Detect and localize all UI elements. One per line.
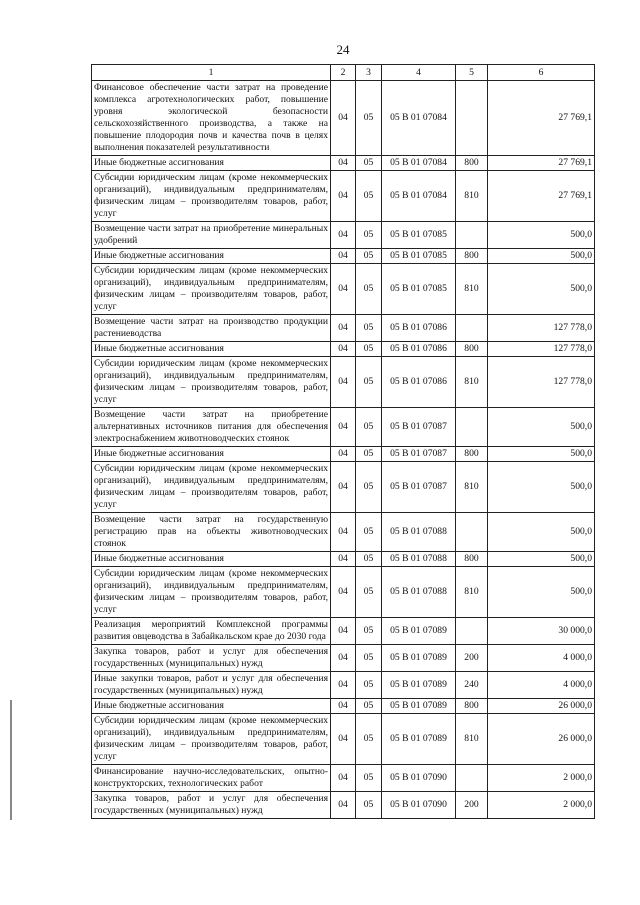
row-section: 04 [331, 765, 356, 792]
row-amount: 27 769,1 [488, 171, 595, 222]
row-description: Реализация мероприятий Комплексной программы развития овцеводства в Забайкальском крае до 2030 года [92, 618, 331, 645]
table-row [92, 171, 595, 222]
row-target-code: 05 В 01 07089 [382, 699, 456, 714]
row-section: 04 [331, 645, 356, 672]
row-section: 04 [331, 567, 356, 618]
row-target-code: 05 В 01 07085 [382, 264, 456, 315]
table-row [92, 513, 595, 552]
table-row [92, 357, 595, 408]
table-row [92, 552, 595, 567]
table-row [92, 618, 595, 645]
row-description: Иные бюджетные ассигнования [92, 249, 331, 264]
row-subsection: 05 [356, 618, 382, 645]
row-subsection: 05 [356, 264, 382, 315]
row-expense-type: 800 [456, 156, 488, 171]
budget-table [91, 64, 595, 819]
row-description: Закупка товаров, работ и услуг для обеспечения государственных (муниципальных) нужд [92, 792, 331, 819]
table-body [92, 81, 595, 819]
row-description: Иные бюджетные ассигнования [92, 342, 331, 357]
row-expense-type: 810 [456, 357, 488, 408]
row-target-code: 05 В 01 07085 [382, 222, 456, 249]
row-description: Субсидии юридическим лицам (кроме некоммерческих организаций), индивидуальным предпринимателям, физическим лицам – производителям товаров, работ, услуг [92, 462, 331, 513]
row-expense-type: 800 [456, 699, 488, 714]
row-description: Иные бюджетные ассигнования [92, 552, 331, 567]
row-target-code: 05 В 01 07090 [382, 792, 456, 819]
table-row [92, 672, 595, 699]
row-target-code: 05 В 01 07086 [382, 342, 456, 357]
row-subsection: 05 [356, 765, 382, 792]
row-section: 04 [331, 315, 356, 342]
row-amount: 26 000,0 [488, 714, 595, 765]
row-section: 04 [331, 672, 356, 699]
row-section: 04 [331, 618, 356, 645]
row-section: 04 [331, 792, 356, 819]
row-subsection: 05 [356, 462, 382, 513]
row-subsection: 05 [356, 567, 382, 618]
row-target-code: 05 В 01 07086 [382, 357, 456, 408]
row-expense-type: 810 [456, 567, 488, 618]
row-expense-type: 240 [456, 672, 488, 699]
row-section: 04 [331, 447, 356, 462]
row-target-code: 05 В 01 07090 [382, 765, 456, 792]
row-target-code: 05 В 01 07086 [382, 315, 456, 342]
row-subsection: 05 [356, 792, 382, 819]
table-row [92, 81, 595, 156]
header-col-4: 4 [382, 65, 456, 81]
row-amount: 4 000,0 [488, 645, 595, 672]
row-subsection: 05 [356, 645, 382, 672]
table-row [92, 408, 595, 447]
row-target-code: 05 В 01 07085 [382, 249, 456, 264]
row-section: 04 [331, 408, 356, 447]
row-section: 04 [331, 552, 356, 567]
row-amount: 500,0 [488, 462, 595, 513]
row-target-code: 05 В 01 07088 [382, 567, 456, 618]
row-subsection: 05 [356, 342, 382, 357]
row-description: Иные бюджетные ассигнования [92, 156, 331, 171]
row-expense-type [456, 513, 488, 552]
row-subsection: 05 [356, 357, 382, 408]
row-amount: 27 769,1 [488, 156, 595, 171]
row-amount: 500,0 [488, 567, 595, 618]
row-section: 04 [331, 171, 356, 222]
row-section: 04 [331, 714, 356, 765]
row-description: Финансовое обеспечение части затрат на проведение комплекса агротехнологических работ, повышение уровня экологической безопасности сельскохозяйственного производства, а также на повышение плодородия почв и качества почв в целях выполнения показателей результативности [92, 81, 331, 156]
table-row [92, 249, 595, 264]
row-target-code: 05 В 01 07088 [382, 552, 456, 567]
row-description: Закупка товаров, работ и услуг для обеспечения государственных (муниципальных) нужд [92, 645, 331, 672]
row-target-code: 05 В 01 07084 [382, 81, 456, 156]
row-expense-type: 800 [456, 447, 488, 462]
row-description: Иные закупки товаров, работ и услуг для обеспечения государственных (муниципальных) нужд [92, 672, 331, 699]
row-description: Субсидии юридическим лицам (кроме некоммерческих организаций), индивидуальным предпринимателям, физическим лицам – производителям товаров, работ, услуг [92, 171, 331, 222]
row-amount: 500,0 [488, 447, 595, 462]
row-subsection: 05 [356, 408, 382, 447]
header-col-5: 5 [456, 65, 488, 81]
row-expense-type: 800 [456, 552, 488, 567]
row-amount: 500,0 [488, 408, 595, 447]
row-description: Возмещение части затрат на государственную регистрацию прав на объекты животноводческих стоянок [92, 513, 331, 552]
row-expense-type [456, 408, 488, 447]
row-amount: 500,0 [488, 513, 595, 552]
row-expense-type [456, 618, 488, 645]
row-target-code: 05 В 01 07088 [382, 513, 456, 552]
page-number: 24 [336, 42, 350, 57]
row-section: 04 [331, 249, 356, 264]
row-subsection: 05 [356, 447, 382, 462]
row-amount: 26 000,0 [488, 699, 595, 714]
row-section: 04 [331, 462, 356, 513]
row-expense-type: 800 [456, 342, 488, 357]
row-description: Возмещение части затрат на приобретение минеральных удобрений [92, 222, 331, 249]
header-col-3: 3 [356, 65, 382, 81]
table-row [92, 315, 595, 342]
table-row [92, 792, 595, 819]
row-expense-type [456, 222, 488, 249]
row-subsection: 05 [356, 513, 382, 552]
row-description: Субсидии юридическим лицам (кроме некоммерческих организаций), индивидуальным предпринимателям, физическим лицам – производителям товаров, работ, услуг [92, 567, 331, 618]
table-row [92, 447, 595, 462]
table-row [92, 645, 595, 672]
row-expense-type [456, 315, 488, 342]
row-expense-type: 200 [456, 645, 488, 672]
row-target-code: 05 В 01 07089 [382, 672, 456, 699]
row-description: Финансирование научно-исследовательских, опытно-конструкторских, технологических работ [92, 765, 331, 792]
row-amount: 127 778,0 [488, 357, 595, 408]
row-amount: 4 000,0 [488, 672, 595, 699]
row-section: 04 [331, 357, 356, 408]
row-amount: 500,0 [488, 249, 595, 264]
row-amount: 30 000,0 [488, 618, 595, 645]
row-description: Субсидии юридическим лицам (кроме некоммерческих организаций), индивидуальным предпринимателям, физическим лицам – производителям товаров, работ, услуг [92, 357, 331, 408]
row-section: 04 [331, 156, 356, 171]
table-header [92, 65, 595, 81]
table-row [92, 699, 595, 714]
row-subsection: 05 [356, 714, 382, 765]
row-target-code: 05 В 01 07087 [382, 408, 456, 447]
row-expense-type: 810 [456, 171, 488, 222]
row-subsection: 05 [356, 699, 382, 714]
row-target-code: 05 В 01 07089 [382, 618, 456, 645]
header-col-6: 6 [488, 65, 595, 81]
scan-margin-mark [10, 700, 12, 820]
row-section: 04 [331, 222, 356, 249]
row-description: Субсидии юридическим лицам (кроме некоммерческих организаций), индивидуальным предпринимателям, физическим лицам – производителям товаров, работ, услуг [92, 714, 331, 765]
table-row [92, 567, 595, 618]
row-subsection: 05 [356, 672, 382, 699]
table-row [92, 264, 595, 315]
row-description: Субсидии юридическим лицам (кроме некоммерческих организаций), индивидуальным предпринимателям, физическим лицам – производителям товаров, работ, услуг [92, 264, 331, 315]
row-target-code: 05 В 01 07089 [382, 645, 456, 672]
row-subsection: 05 [356, 222, 382, 249]
row-expense-type: 810 [456, 714, 488, 765]
row-expense-type: 200 [456, 792, 488, 819]
row-target-code: 05 В 01 07089 [382, 714, 456, 765]
row-subsection: 05 [356, 171, 382, 222]
row-description: Иные бюджетные ассигнования [92, 699, 331, 714]
header-col-2: 2 [331, 65, 356, 81]
row-subsection: 05 [356, 81, 382, 156]
row-section: 04 [331, 81, 356, 156]
row-subsection: 05 [356, 156, 382, 171]
header-col-1: 1 [92, 65, 331, 81]
row-amount: 500,0 [488, 222, 595, 249]
row-expense-type [456, 81, 488, 156]
row-subsection: 05 [356, 249, 382, 264]
table-row [92, 765, 595, 792]
row-amount: 27 769,1 [488, 81, 595, 156]
row-amount: 2 000,0 [488, 792, 595, 819]
row-expense-type: 810 [456, 462, 488, 513]
row-section: 04 [331, 513, 356, 552]
table-row [92, 156, 595, 171]
row-target-code: 05 В 01 07087 [382, 462, 456, 513]
row-description: Возмещение части затрат на приобретение альтернативных источников питания для обеспечения электроснабжением животноводческих стоянок [92, 408, 331, 447]
row-amount: 500,0 [488, 264, 595, 315]
row-expense-type: 810 [456, 264, 488, 315]
row-target-code: 05 В 01 07084 [382, 156, 456, 171]
row-section: 04 [331, 699, 356, 714]
row-subsection: 05 [356, 315, 382, 342]
row-section: 04 [331, 342, 356, 357]
row-subsection: 05 [356, 552, 382, 567]
table-row [92, 462, 595, 513]
row-amount: 127 778,0 [488, 315, 595, 342]
row-section: 04 [331, 264, 356, 315]
table-row [92, 342, 595, 357]
row-target-code: 05 В 01 07084 [382, 171, 456, 222]
row-expense-type: 800 [456, 249, 488, 264]
row-description: Иные бюджетные ассигнования [92, 447, 331, 462]
row-expense-type [456, 765, 488, 792]
row-amount: 500,0 [488, 552, 595, 567]
row-description: Возмещение части затрат на производство продукции растениеводства [92, 315, 331, 342]
row-amount: 2 000,0 [488, 765, 595, 792]
row-target-code: 05 В 01 07087 [382, 447, 456, 462]
table-row [92, 222, 595, 249]
table-row [92, 714, 595, 765]
header-row [92, 65, 595, 81]
row-amount: 127 778,0 [488, 342, 595, 357]
